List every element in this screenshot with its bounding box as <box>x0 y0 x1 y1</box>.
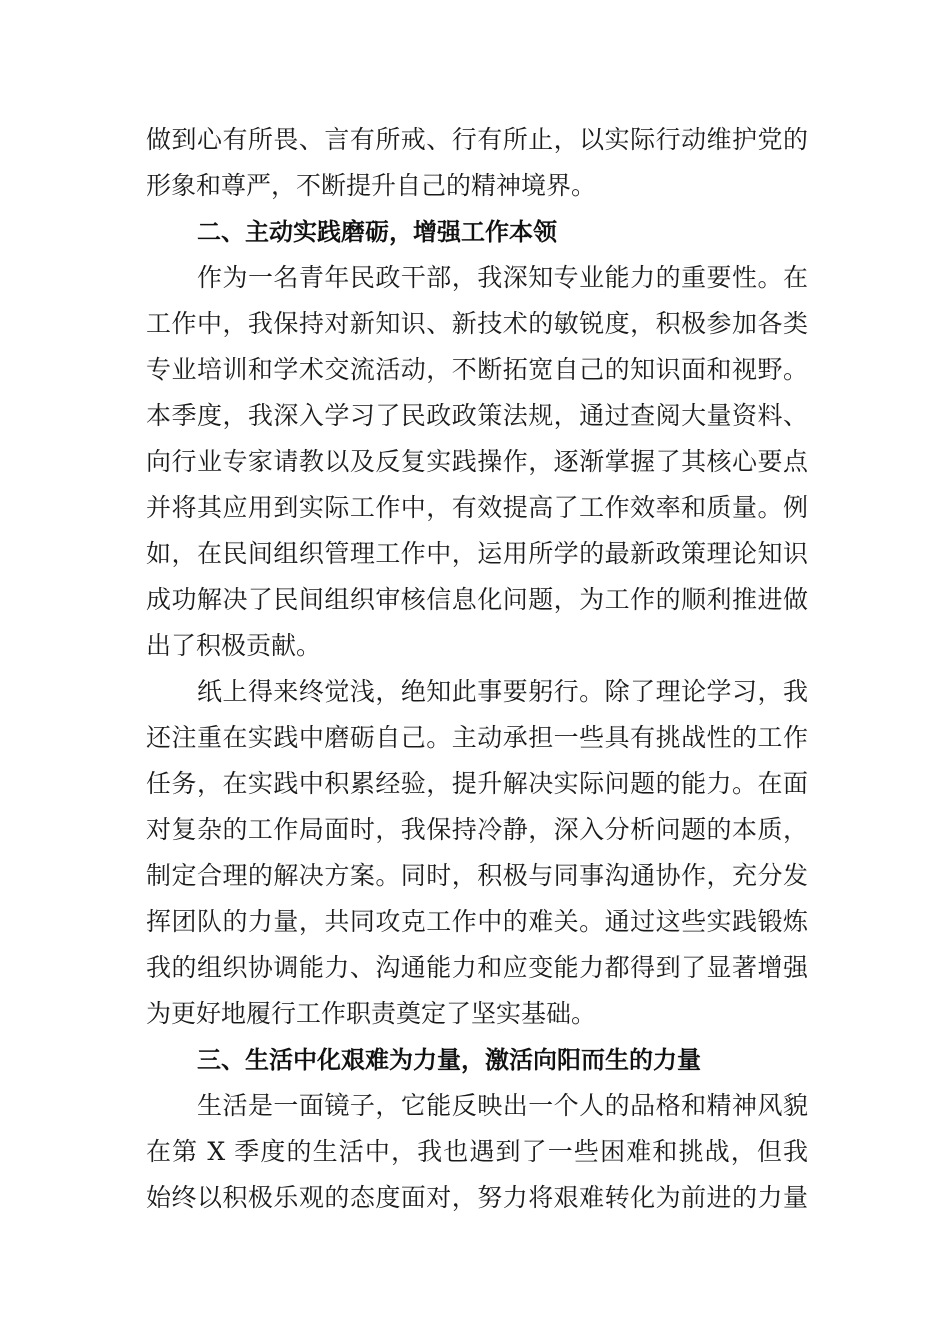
paragraph-line: 为更好地履行工作职责奠定了坚实基础。 <box>146 999 597 1028</box>
paragraph-line: 专业培训和学术交流活动，不断拓宽自己的知识面和视野。 <box>146 355 808 384</box>
paragraph-line: 本季度，我深入学习了民政政策法规，通过查阅大量资料、 <box>146 401 808 430</box>
paragraph-line: 始终以积极乐观的态度面对，努力将艰难转化为前进的力量 <box>146 1183 808 1212</box>
paragraph-line: 出了积极贡献。 <box>146 631 322 660</box>
paragraph-line: 并将其应用到实际工作中，有效提高了工作效率和质量。例 <box>146 493 808 522</box>
paragraph-line: 制定合理的解决方案。同时，积极与同事沟通协作，充分发 <box>146 861 808 890</box>
paragraph-line: 纸上得来终觉浅，绝知此事要躬行。除了理论学习，我 <box>197 677 808 706</box>
paragraph-line: 成功解决了民间组织审核信息化问题，为工作的顺利推进做 <box>146 585 808 614</box>
section-heading: 三、生活中化艰难为力量，激活向阳而生的力量 <box>197 1046 701 1074</box>
paragraph-line: 我的组织协调能力、沟通能力和应变能力都得到了显著增强 <box>146 953 808 982</box>
paragraph-line: 工作中，我保持对新知识、新技术的敏锐度，积极参加各类 <box>146 309 808 338</box>
paragraph-line: 如，在民间组织管理工作中，运用所学的最新政策理论知识 <box>146 539 808 568</box>
paragraph-line: 向行业专家请教以及反复实践操作，逐渐掌握了其核心要点 <box>146 447 808 476</box>
section-heading: 二、主动实践磨砺，增强工作本领 <box>197 218 557 246</box>
paragraph-line: 形象和尊严，不断提升自己的精神境界。 <box>146 171 597 200</box>
paragraph-line: 对复杂的工作局面时，我保持冷静，深入分析问题的本质， <box>146 815 808 844</box>
paragraph-line: 还注重在实践中磨砺自己。主动承担一些具有挑战性的工作 <box>146 723 808 752</box>
paragraph-line: 在第 X 季度的生活中，我也遇到了一些困难和挑战，但我 <box>146 1137 808 1166</box>
paragraph-line: 生活是一面镜子，它能反映出一个人的品格和精神风貌 <box>197 1091 808 1120</box>
paragraph-line: 作为一名青年民政干部，我深知专业能力的重要性。在 <box>197 263 808 292</box>
paragraph-line: 挥团队的力量，共同攻克工作中的难关。通过这些实践锻炼 <box>146 907 808 936</box>
paragraph-line: 任务，在实践中积累经验，提升解决实际问题的能力。在面 <box>146 769 808 798</box>
paragraph-line: 做到心有所畏、言有所戒、行有所止，以实际行动维护党的 <box>146 125 808 154</box>
